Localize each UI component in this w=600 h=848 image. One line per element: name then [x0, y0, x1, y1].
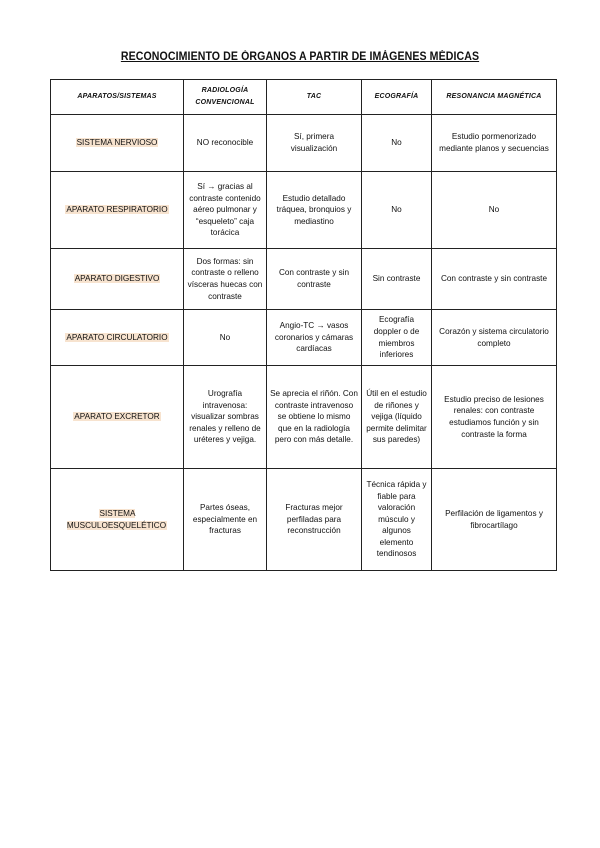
- table-header-row: [51, 80, 557, 115]
- organ-imaging-table: [50, 79, 557, 571]
- system-name-cell: APARATO DIGESTIVO: [51, 249, 184, 310]
- tac-cell: Fracturas mejor perfiladas para reconstrucción: [267, 469, 362, 571]
- system-name-cell: SISTEMA MUSCULOESQUELÉTICO: [51, 469, 184, 571]
- document-title: RECONOCIMIENTO DE ÓRGANOS A PARTIR DE IMÁGENES MÉDICAS: [120, 51, 480, 63]
- mri-cell: Con contraste y sin contraste: [432, 249, 557, 310]
- table-row: [51, 469, 557, 571]
- tac-cell: Con contraste y sin contraste: [267, 249, 362, 310]
- radiology-cell: NO reconocible: [184, 115, 267, 172]
- table-row: [51, 172, 557, 249]
- table-row: [51, 115, 557, 172]
- radiology-cell: Partes óseas, especialmente en fracturas: [184, 469, 267, 571]
- mri-cell: Estudio pormenorizado mediante planos y secuencias: [432, 115, 557, 172]
- tac-cell: Angio-TC → vasos coronarios y cámaras cardíacas: [267, 310, 362, 366]
- mri-cell: Perfilación de ligamentos y fibrocartílago: [432, 469, 557, 571]
- radiology-cell: Dos formas: sin contraste o relleno vísceras huecas con contraste: [184, 249, 267, 310]
- tac-cell: Sí, primera visualización: [267, 115, 362, 172]
- header-ultrasound: ECOGRAFÍA: [362, 80, 432, 115]
- mri-cell: Corazón y sistema circulatorio completo: [432, 310, 557, 366]
- system-name-cell: SISTEMA NERVIOSO: [51, 115, 184, 172]
- header-conventional-radiology: RADIOLOGÍA CONVENCIONAL: [184, 80, 267, 115]
- system-name-cell: APARATO EXCRETOR: [51, 366, 184, 469]
- table-row: [51, 310, 557, 366]
- header-mri: RESONANCIA MAGNÉTICA: [432, 80, 557, 115]
- table-row: [51, 249, 557, 310]
- radiology-cell: Urografía intravenosa: visualizar sombras renales y relleno de uréteres y vejiga.: [184, 366, 267, 469]
- radiology-cell: No: [184, 310, 267, 366]
- tac-cell: Se aprecia el riñón. Con contraste intravenoso se obtiene lo mismo que en la radiología pero con más detalle.: [267, 366, 362, 469]
- radiology-cell: Sí → gracias al contraste contenido aéreo pulmonar y “esqueleto” caja torácica: [184, 172, 267, 249]
- ultrasound-cell: No: [362, 115, 432, 172]
- header-tac: TAC: [267, 80, 362, 115]
- system-name-cell: APARATO CIRCULATORIO: [51, 310, 184, 366]
- ultrasound-cell: Útil en el estudio de riñones y vejiga (líquido permite delimitar sus paredes): [362, 366, 432, 469]
- ultrasound-cell: Sin contraste: [362, 249, 432, 310]
- system-name-cell: APARATO RESPIRATORIO: [51, 172, 184, 249]
- header-systems: APARATOS/SISTEMAS: [51, 80, 184, 115]
- ultrasound-cell: No: [362, 172, 432, 249]
- ultrasound-cell: Ecografía doppler o de miembros inferiores: [362, 310, 432, 366]
- mri-cell: Estudio preciso de lesiones renales: con contraste estudiamos función y sin contraste la forma: [432, 366, 557, 469]
- mri-cell: No: [432, 172, 557, 249]
- table-row: [51, 366, 557, 469]
- tac-cell: Estudio detallado tráquea, bronquios y mediastino: [267, 172, 362, 249]
- ultrasound-cell: Técnica rápida y fiable para valoración músculo y algunos elemento tendinosos: [362, 469, 432, 571]
